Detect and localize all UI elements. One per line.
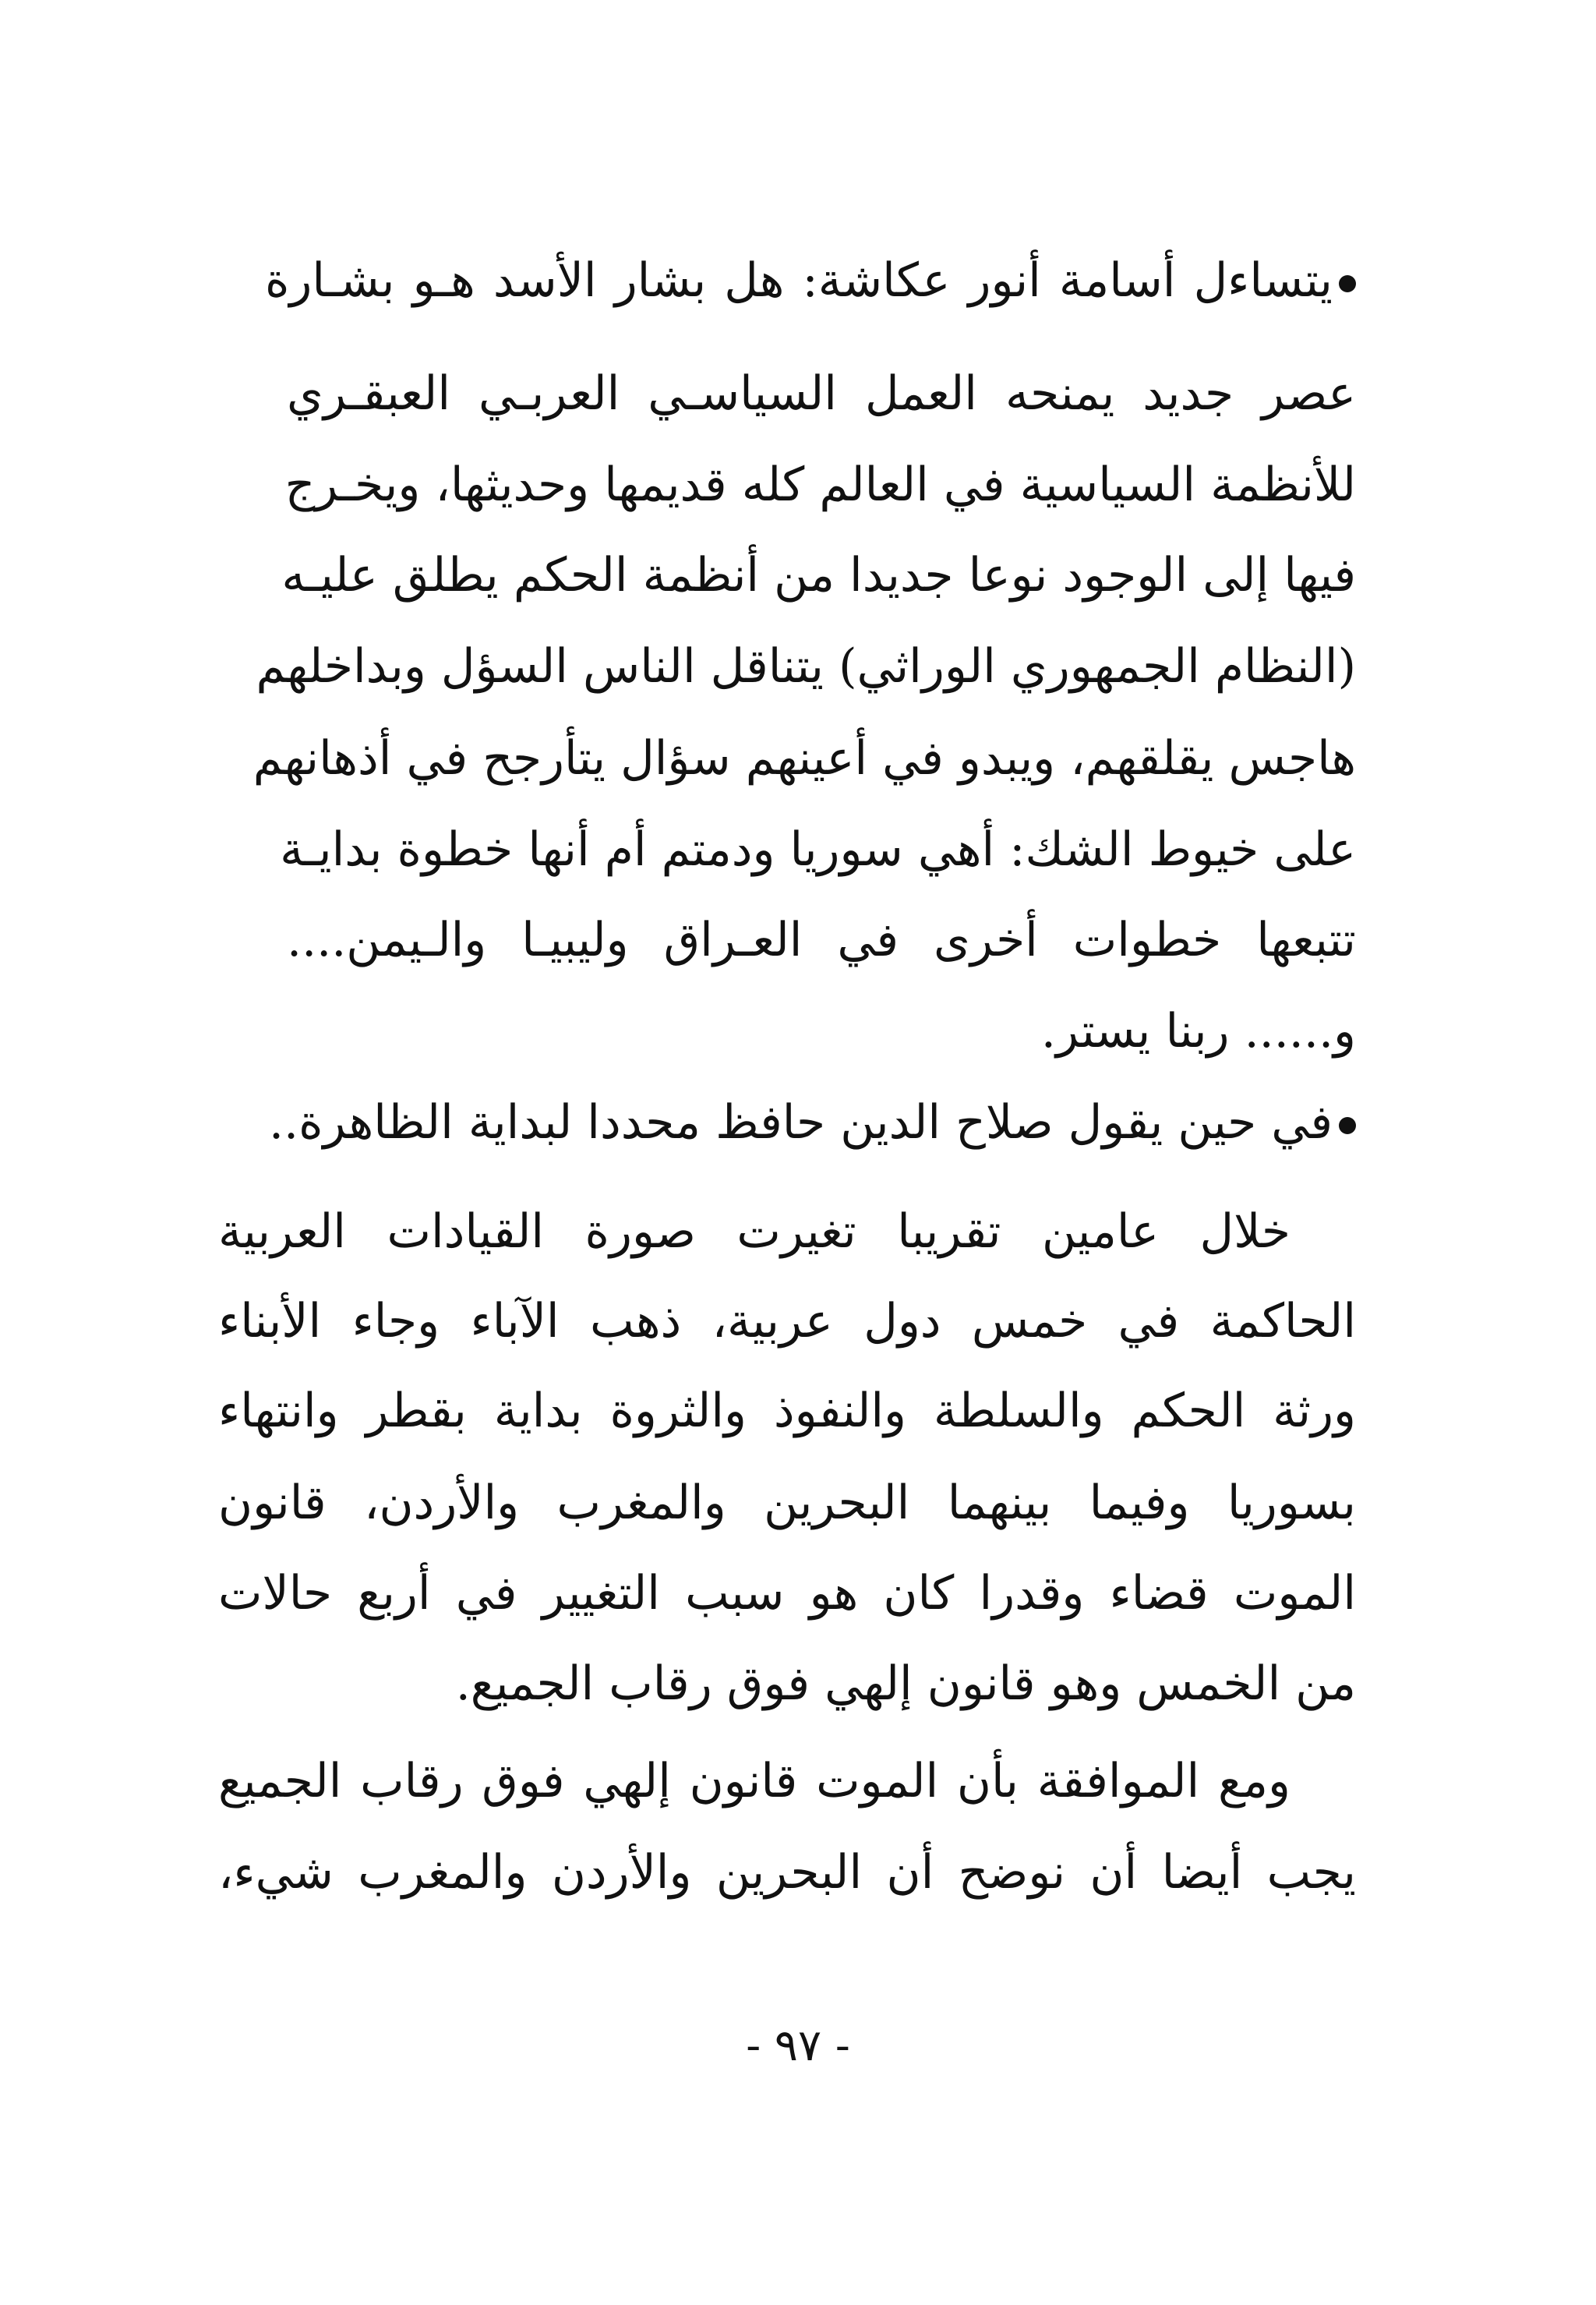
paragraph-1-line-6: من الخمس وهو قانون إلهي فوق رقاب الجميع. <box>455 1656 1356 1711</box>
bullet-dot-icon <box>1339 275 1356 292</box>
bullet-1-line-9: و...... ربنا يستر. <box>1040 1004 1356 1059</box>
bullet-1-line-1 <box>265 249 1356 312</box>
paragraph-1-line-3: ورثة الحكم والسلطة والنفوذ والثروة بداية بقطر وانتهاء <box>218 1384 1356 1438</box>
page-number: - ٩٧ - <box>746 2020 850 2071</box>
bullet-1-line-3: للأنظمة السياسية في العالم كله قديمها وحديثها، ويخـرج <box>284 458 1356 512</box>
bullet-1-line-4: فيها إلى الوجود نوعا جديدا من أنظمة الحكم يطلق عليـه <box>281 548 1356 603</box>
paragraph-1-line-5: الموت قضاء وقدرا كان هو سبب التغيير في أربع حالات <box>218 1566 1356 1621</box>
bullet-1-line-6: هاجس يقلقهم، ويبدو في أعينهم سؤال يتأرجح في أذهانهم <box>252 731 1356 786</box>
bullet-2-text: في حين يقول صلاح الدين حافظ محددا لبداية الظاهرة.. <box>268 1095 1333 1150</box>
bullet-1-line-5: (النظام الجمهوري الوراثي) يتناقل الناس السؤل وبداخلهم <box>256 639 1356 694</box>
bullet-item-2 <box>269 1091 1356 1154</box>
paragraph-1-line-1: خلال عامين تقريبا تغيرت صورة القيادات العربية <box>218 1204 1291 1259</box>
bullet-1-line-1-text: يتساءل أسامة أنور عكاشة: هل بشار الأسد هـو بشـارة <box>265 253 1333 308</box>
paragraph-2-line-1: ومع الموافقة بأن الموت قانون إلهي فوق رقاب الجميع <box>218 1754 1291 1808</box>
bullet-1-line-7: على خيوط الشك: أهي سوريا ودمتم أم أنها خطوة بدايـة <box>280 822 1356 877</box>
paragraph-1-line-4: بسوريا وفيما بينهما البحرين والمغرب والأردن، قانون <box>218 1476 1356 1530</box>
paragraph-2-line-2: يجب أيضا أن نوضح أن البحرين والأردن والمغرب شيء، <box>218 1845 1356 1900</box>
bullet-dot-icon <box>1339 1117 1356 1134</box>
bullet-1-line-8: تتبعها خطوات أخرى في العـراق وليبيـا والـيمن.... <box>287 913 1356 967</box>
bullet-1-line-2: عصر جديد يمنحه العمل السياسـي العربـي العبقـري <box>287 366 1356 421</box>
paragraph-1-line-2: الحاكمة في خمس دول عربية، ذهب الآباء وجاء الأبناء <box>218 1294 1356 1349</box>
